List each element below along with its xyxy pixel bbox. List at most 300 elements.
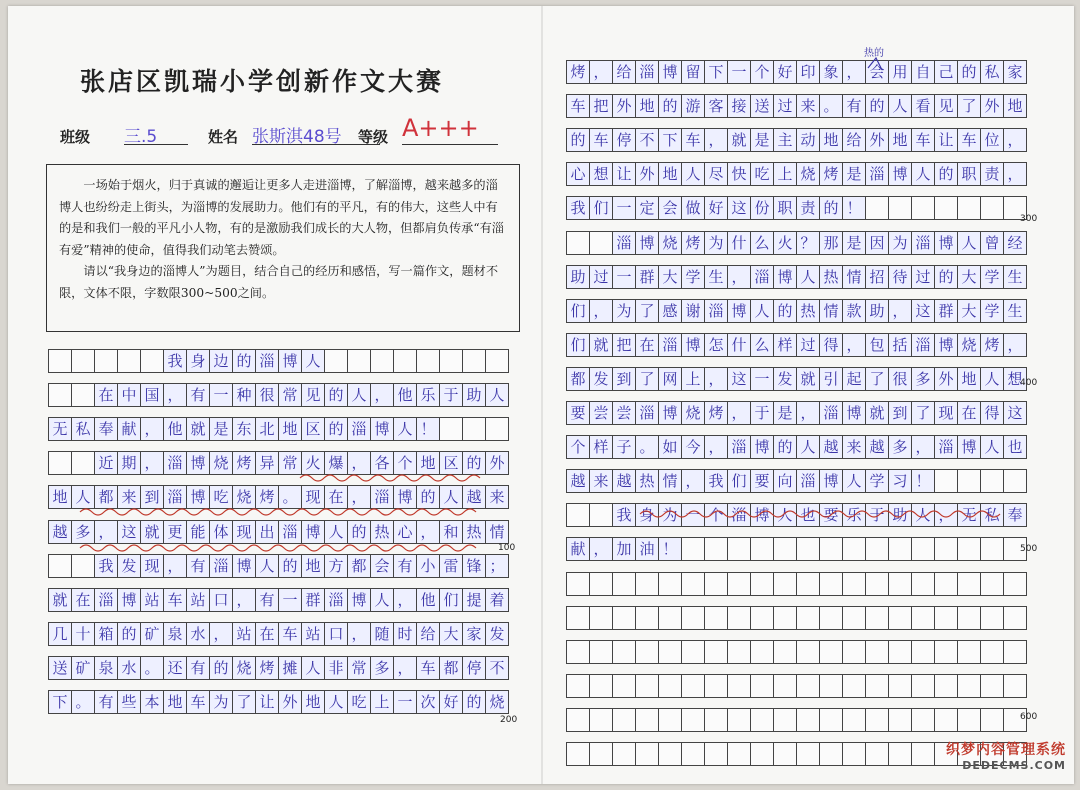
right-grid-cell — [704, 708, 728, 732]
left-grid-cell — [462, 349, 486, 373]
right-grid-cell — [980, 196, 1004, 220]
right-grid-cell: ， — [704, 367, 728, 391]
right-grid-cell: 烤 — [819, 162, 843, 186]
left-grid-cell: 常 — [278, 383, 302, 407]
right-grid-cell: 烤 — [980, 333, 1004, 357]
left-grid-cell: 提 — [462, 588, 486, 612]
right-grid-row — [566, 572, 1026, 596]
left-grid-cell: 淄 — [209, 554, 233, 578]
right-grid-cell: 的 — [773, 435, 797, 459]
right-grid-cell: 博 — [750, 503, 774, 527]
right-grid-row — [566, 162, 1026, 186]
right-grid-cell: 是 — [773, 401, 797, 425]
right-grid-cell — [566, 674, 590, 698]
left-grid-row — [48, 485, 508, 509]
right-grid-cell: 博 — [635, 231, 659, 255]
right-grid-cell: 很 — [888, 367, 912, 391]
left-grid-cell: 烧 — [485, 690, 509, 714]
right-grid-cell: 人 — [980, 435, 1004, 459]
right-grid-cell: 淄 — [750, 265, 774, 289]
left-grid-row — [48, 690, 508, 714]
right-grid-cell — [681, 537, 705, 561]
right-grid-cell: 奉 — [1003, 503, 1027, 527]
right-grid-cell: 大 — [957, 299, 981, 323]
right-grid-cell — [911, 674, 935, 698]
right-grid-cell: 群 — [934, 299, 958, 323]
left-grid-cell: 种 — [232, 383, 256, 407]
left-grid-cell: 火 — [301, 451, 325, 475]
right-grid-cell: 大 — [957, 265, 981, 289]
right-grid-cell: 如 — [658, 435, 682, 459]
right-grid-cell — [865, 708, 889, 732]
left-grid-cell: 还 — [163, 656, 187, 680]
right-grid-cell — [773, 674, 797, 698]
left-grid-cell: 很 — [255, 383, 279, 407]
left-grid-cell: 他 — [393, 383, 417, 407]
right-grid-cell: 了 — [635, 367, 659, 391]
right-grid-cell: 我 — [704, 469, 728, 493]
right-grid-cell — [1003, 572, 1027, 596]
right-grid-cell: 曾 — [980, 231, 1004, 255]
right-grid-cell: 烤 — [566, 60, 590, 84]
right-grid-cell: 博 — [681, 333, 705, 357]
right-grid-row — [566, 674, 1026, 698]
right-grid-cell: ， — [796, 401, 820, 425]
right-grid-cell: 自 — [911, 60, 935, 84]
right-grid-cell: 职 — [957, 162, 981, 186]
left-grid-cell: ， — [140, 417, 164, 441]
left-grid-cell: 烤 — [255, 485, 279, 509]
right-grid-cell: 淄 — [934, 435, 958, 459]
left-grid-cell — [416, 349, 440, 373]
right-grid-cell — [865, 742, 889, 766]
left-grid-cell — [48, 451, 72, 475]
contest-title: 张店区凯瑞小学创新作文大赛 — [80, 67, 445, 96]
left-grid-cell: 在 — [324, 485, 348, 509]
right-grid-cell: 越 — [819, 435, 843, 459]
right-grid-cell: 博 — [658, 60, 682, 84]
right-grid-cell: ， — [911, 435, 935, 459]
left-grid-cell: 地 — [163, 690, 187, 714]
left-grid-cell: 人 — [301, 349, 325, 373]
right-grid-cell: 职 — [773, 196, 797, 220]
left-grid-cell: 人 — [393, 417, 417, 441]
right-grid-cell — [957, 537, 981, 561]
right-grid-cell — [796, 606, 820, 630]
right-grid-cell: 一 — [612, 265, 636, 289]
right-grid-cell: ， — [842, 60, 866, 84]
left-grid-cell: 奉 — [94, 417, 118, 441]
right-grid-cell — [911, 640, 935, 664]
left-grid-cell: 淄 — [163, 485, 187, 509]
right-grid-cell: 热 — [819, 265, 843, 289]
right-grid-cell — [980, 606, 1004, 630]
right-grid-cell: 给 — [612, 60, 636, 84]
left-grid-cell: 这 — [117, 520, 141, 544]
right-grid-cell: 车 — [911, 128, 935, 152]
right-grid-cell — [589, 231, 613, 255]
right-grid-cell: 得 — [819, 333, 843, 357]
right-grid-cell: 淄 — [911, 333, 935, 357]
right-grid-cell: 博 — [934, 333, 958, 357]
left-grid-cell: 有 — [255, 588, 279, 612]
right-grid-cell: 样 — [589, 435, 613, 459]
right-grid-cell: 人 — [842, 469, 866, 493]
right-grid-cell: 我 — [612, 503, 636, 527]
right-grid-cell: 人 — [750, 299, 774, 323]
right-grid-cell — [773, 537, 797, 561]
right-grid-cell: 起 — [842, 367, 866, 391]
right-grid-cell — [681, 708, 705, 732]
right-grid-row — [566, 60, 1026, 84]
left-grid-cell: 吃 — [209, 485, 233, 509]
right-grid-cell: 在 — [957, 401, 981, 425]
left-grid-cell: 东 — [232, 417, 256, 441]
right-grid-cell: 主 — [773, 128, 797, 152]
left-grid-cell: 各 — [370, 451, 394, 475]
right-grid-cell — [773, 708, 797, 732]
left-grid-cell: 了 — [232, 690, 256, 714]
left-grid-cell: 情 — [485, 520, 509, 544]
right-grid-cell: 博 — [888, 162, 912, 186]
right-grid-cell: 印 — [796, 60, 820, 84]
grade-label: 等级 — [358, 128, 389, 146]
left-grid-cell: 上 — [370, 690, 394, 714]
right-grid-cell — [865, 196, 889, 220]
left-grid-cell: 人 — [347, 383, 371, 407]
left-grid-cell: ， — [393, 588, 417, 612]
right-grid-cell: ， — [589, 537, 613, 561]
left-grid-cell: 人 — [439, 485, 463, 509]
left-grid-cell: 车 — [416, 656, 440, 680]
right-grid-cell — [911, 572, 935, 596]
right-grid-cell: 生 — [704, 265, 728, 289]
right-grid-cell: 会 — [658, 196, 682, 220]
left-grid-cell: 群 — [301, 588, 325, 612]
right-grid-cell: 游 — [681, 94, 705, 118]
right-grid-cell — [888, 640, 912, 664]
right-grid-cell: ！ — [658, 537, 682, 561]
right-grid-cell — [612, 742, 636, 766]
right-grid-cell: 个 — [704, 503, 728, 527]
left-grid-cell: 一 — [393, 690, 417, 714]
right-grid-row — [566, 606, 1026, 630]
right-grid-cell: 私 — [980, 60, 1004, 84]
right-grid-cell: 淄 — [865, 162, 889, 186]
right-grid-cell: 淄 — [704, 299, 728, 323]
right-grid-cell: 就 — [865, 401, 889, 425]
left-grid-cell — [140, 349, 164, 373]
right-grid-cell: ， — [888, 299, 912, 323]
left-grid-cell: 现 — [232, 520, 256, 544]
left-grid-cell: 能 — [186, 520, 210, 544]
left-grid-cell: ， — [370, 383, 394, 407]
right-grid-cell: 烧 — [957, 333, 981, 357]
left-grid-cell: 好 — [439, 690, 463, 714]
left-grid-cell: 水 — [117, 656, 141, 680]
grade-value: A+++ — [402, 114, 498, 145]
left-grid-cell: 次 — [416, 690, 440, 714]
left-grid-cell: 个 — [393, 451, 417, 475]
right-grid-cell: 外 — [865, 128, 889, 152]
left-grid-cell: 私 — [71, 417, 95, 441]
left-grid-cell: 国 — [140, 383, 164, 407]
right-grid-cell — [727, 640, 751, 664]
right-grid-cell — [773, 606, 797, 630]
right-grid-cell: 停 — [612, 128, 636, 152]
right-grid-cell: 为 — [888, 231, 912, 255]
right-grid-cell: 把 — [589, 94, 613, 118]
left-grid-cell: 不 — [485, 656, 509, 680]
left-grid-cell: 发 — [117, 554, 141, 578]
right-grid-cell: 己 — [934, 60, 958, 84]
right-grid-cell: 位 — [980, 128, 1004, 152]
right-grid-cell: 也 — [796, 503, 820, 527]
left-grid-cell: 们 — [439, 588, 463, 612]
right-grid-cell — [842, 572, 866, 596]
right-grid-cell: 多 — [888, 435, 912, 459]
left-grid-cell: 些 — [117, 690, 141, 714]
left-grid-cell: 外 — [485, 451, 509, 475]
right-grid-row — [566, 708, 1026, 732]
left-grid-row — [48, 656, 508, 680]
right-grid-cell: ， — [681, 469, 705, 493]
left-grid-cell: 区 — [301, 417, 325, 441]
right-grid-cell — [566, 231, 590, 255]
right-grid-cell — [750, 640, 774, 664]
right-grid-cell: 大 — [658, 265, 682, 289]
right-grid-cell: ！ — [842, 196, 866, 220]
left-grid-cell: 在 — [255, 622, 279, 646]
right-grid-cell: 越 — [566, 469, 590, 493]
right-grid-cell: 了 — [911, 401, 935, 425]
right-grid-cell: 加 — [612, 537, 636, 561]
right-grid-cell: ， — [704, 435, 728, 459]
right-grid-cell: 下 — [704, 60, 728, 84]
right-grid-cell: 网 — [658, 367, 682, 391]
right-writing-grid — [566, 60, 1027, 776]
right-grid-cell: 外 — [612, 94, 636, 118]
left-grid-cell: 中 — [117, 383, 141, 407]
right-grid-cell — [796, 572, 820, 596]
left-grid-cell: 站 — [301, 622, 325, 646]
right-grid-cell: 就 — [589, 333, 613, 357]
right-grid-cell — [589, 674, 613, 698]
left-grid-cell: ！ — [416, 417, 440, 441]
right-grid-cell: 人 — [911, 503, 935, 527]
left-grid-cell: 的 — [324, 383, 348, 407]
left-grid-cell: 站 — [186, 588, 210, 612]
right-grid-cell: ， — [842, 333, 866, 357]
right-grid-cell — [819, 537, 843, 561]
right-grid-cell: 了 — [957, 94, 981, 118]
left-grid-cell: 的 — [278, 554, 302, 578]
right-grid-cell: 的 — [934, 265, 958, 289]
right-grid-cell: 热 — [796, 299, 820, 323]
left-grid-cell: 越 — [462, 485, 486, 509]
right-grid-cell: 是 — [842, 231, 866, 255]
left-grid-cell: 热 — [370, 520, 394, 544]
right-grid-cell — [566, 606, 590, 630]
right-grid-cell — [796, 640, 820, 664]
left-grid-cell: 人 — [301, 656, 325, 680]
left-grid-cell: 地 — [416, 451, 440, 475]
right-word-count-300: 300 — [1020, 214, 1038, 224]
right-grid-cell — [589, 742, 613, 766]
left-grid-cell: 无 — [48, 417, 72, 441]
right-grid-cell: ， — [589, 60, 613, 84]
right-grid-cell — [612, 606, 636, 630]
left-grid-cell: 多 — [370, 656, 394, 680]
left-grid-row — [48, 349, 508, 373]
right-grid-cell: 就 — [796, 367, 820, 391]
right-grid-cell — [750, 742, 774, 766]
right-grid-cell — [842, 674, 866, 698]
left-grid-cell: 的 — [232, 349, 256, 373]
right-grid-cell — [704, 572, 728, 596]
right-grid-cell: 淄 — [635, 401, 659, 425]
right-grid-cell — [980, 708, 1004, 732]
right-grid-cell: 车 — [957, 128, 981, 152]
left-grid-cell: 边 — [209, 349, 233, 373]
right-grid-cell: 外 — [635, 162, 659, 186]
right-grid-cell — [796, 708, 820, 732]
right-grid-cell: 一 — [750, 367, 774, 391]
left-writing-grid — [48, 349, 509, 724]
right-grid-cell: 现 — [934, 401, 958, 425]
right-grid-row — [566, 401, 1026, 425]
right-grid-cell — [888, 606, 912, 630]
left-grid-cell: 淄 — [278, 520, 302, 544]
left-grid-cell: 车 — [186, 690, 210, 714]
name-label: 姓名 — [208, 128, 239, 146]
right-grid-cell: 淄 — [727, 503, 751, 527]
right-grid-cell — [658, 742, 682, 766]
right-grid-cell: 火 — [773, 231, 797, 255]
left-grid-cell: 异 — [255, 451, 279, 475]
left-grid-cell: 博 — [347, 588, 371, 612]
left-grid-cell: 越 — [48, 520, 72, 544]
right-grid-cell: 动 — [796, 128, 820, 152]
left-grid-cell: 泉 — [94, 656, 118, 680]
right-grid-cell: 烧 — [681, 401, 705, 425]
left-grid-row — [48, 622, 508, 646]
left-grid-cell: 我 — [94, 554, 118, 578]
left-grid-cell: 本 — [140, 690, 164, 714]
right-grid-cell: 象 — [819, 60, 843, 84]
left-grid-cell: 锋 — [462, 554, 486, 578]
right-grid-cell: 样 — [773, 333, 797, 357]
left-grid-cell: 乐 — [416, 383, 440, 407]
left-grid-cell — [347, 349, 371, 373]
right-grid-cell — [1003, 606, 1027, 630]
left-grid-cell: 大 — [439, 622, 463, 646]
right-grid-cell: 送 — [750, 94, 774, 118]
right-grid-cell — [704, 640, 728, 664]
right-grid-row — [566, 128, 1026, 152]
left-grid-cell: 。 — [278, 485, 302, 509]
left-grid-cell: 箱 — [94, 622, 118, 646]
left-grid-cell: 。 — [71, 690, 95, 714]
left-grid-cell: 时 — [393, 622, 417, 646]
left-grid-cell: 给 — [416, 622, 440, 646]
left-grid-cell: 常 — [278, 451, 302, 475]
class-label: 班级 — [60, 128, 91, 146]
right-grid-cell: 今 — [681, 435, 705, 459]
right-grid-cell — [1003, 469, 1027, 493]
right-grid-cell: 淄 — [635, 60, 659, 84]
left-grid-cell — [48, 554, 72, 578]
left-grid-cell — [71, 349, 95, 373]
right-grid-cell — [957, 572, 981, 596]
left-grid-cell: 常 — [347, 656, 371, 680]
right-grid-cell: 给 — [842, 128, 866, 152]
left-grid-cell — [370, 349, 394, 373]
right-grid-cell — [612, 674, 636, 698]
left-grid-cell: 地 — [48, 485, 72, 509]
right-grid-cell — [911, 708, 935, 732]
right-grid-cell: 是 — [842, 162, 866, 186]
right-grid-cell: 过 — [911, 265, 935, 289]
left-grid-cell: 博 — [186, 485, 210, 509]
left-grid-row — [48, 417, 508, 441]
left-grid-row — [48, 520, 508, 544]
right-grid-cell — [727, 742, 751, 766]
right-grid-cell: 想 — [1003, 367, 1027, 391]
left-grid-cell: 的 — [462, 451, 486, 475]
right-grid-cell: 就 — [727, 128, 751, 152]
right-grid-cell: 博 — [658, 401, 682, 425]
right-grid-cell — [842, 537, 866, 561]
right-grid-cell — [842, 606, 866, 630]
left-grid-cell: 热 — [462, 520, 486, 544]
left-grid-cell: 摊 — [278, 656, 302, 680]
right-grid-cell — [957, 196, 981, 220]
right-grid-cell: 情 — [842, 265, 866, 289]
right-grid-cell: 客 — [704, 94, 728, 118]
right-grid-row — [566, 333, 1026, 357]
right-grid-cell: 人 — [957, 231, 981, 255]
right-grid-cell: 尽 — [704, 162, 728, 186]
right-grid-cell: 淄 — [911, 231, 935, 255]
right-grid-cell — [842, 640, 866, 664]
right-grid-cell — [658, 572, 682, 596]
left-grid-cell: ， — [163, 554, 187, 578]
left-grid-cell: 我 — [163, 349, 187, 373]
left-grid-cell: ， — [140, 451, 164, 475]
right-grid-cell: 括 — [888, 333, 912, 357]
right-grid-cell: 好 — [773, 60, 797, 84]
right-grid-cell: 留 — [681, 60, 705, 84]
right-grid-cell — [888, 708, 912, 732]
right-grid-cell — [934, 606, 958, 630]
right-grid-cell: 博 — [773, 265, 797, 289]
left-grid-row — [48, 383, 508, 407]
right-grid-cell: 上 — [773, 162, 797, 186]
right-grid-cell — [589, 606, 613, 630]
right-grid-cell: 的 — [566, 128, 590, 152]
left-grid-cell: 博 — [393, 485, 417, 509]
right-grid-cell: 学 — [681, 265, 705, 289]
left-grid-cell: 地 — [278, 417, 302, 441]
right-grid-cell: 为 — [704, 231, 728, 255]
right-grid-cell: 这 — [727, 196, 751, 220]
right-grid-cell: 博 — [842, 401, 866, 425]
right-grid-cell: 吃 — [750, 162, 774, 186]
right-grid-cell: 一 — [727, 60, 751, 84]
right-grid-cell: 情 — [658, 469, 682, 493]
right-grid-cell: 尝 — [589, 401, 613, 425]
